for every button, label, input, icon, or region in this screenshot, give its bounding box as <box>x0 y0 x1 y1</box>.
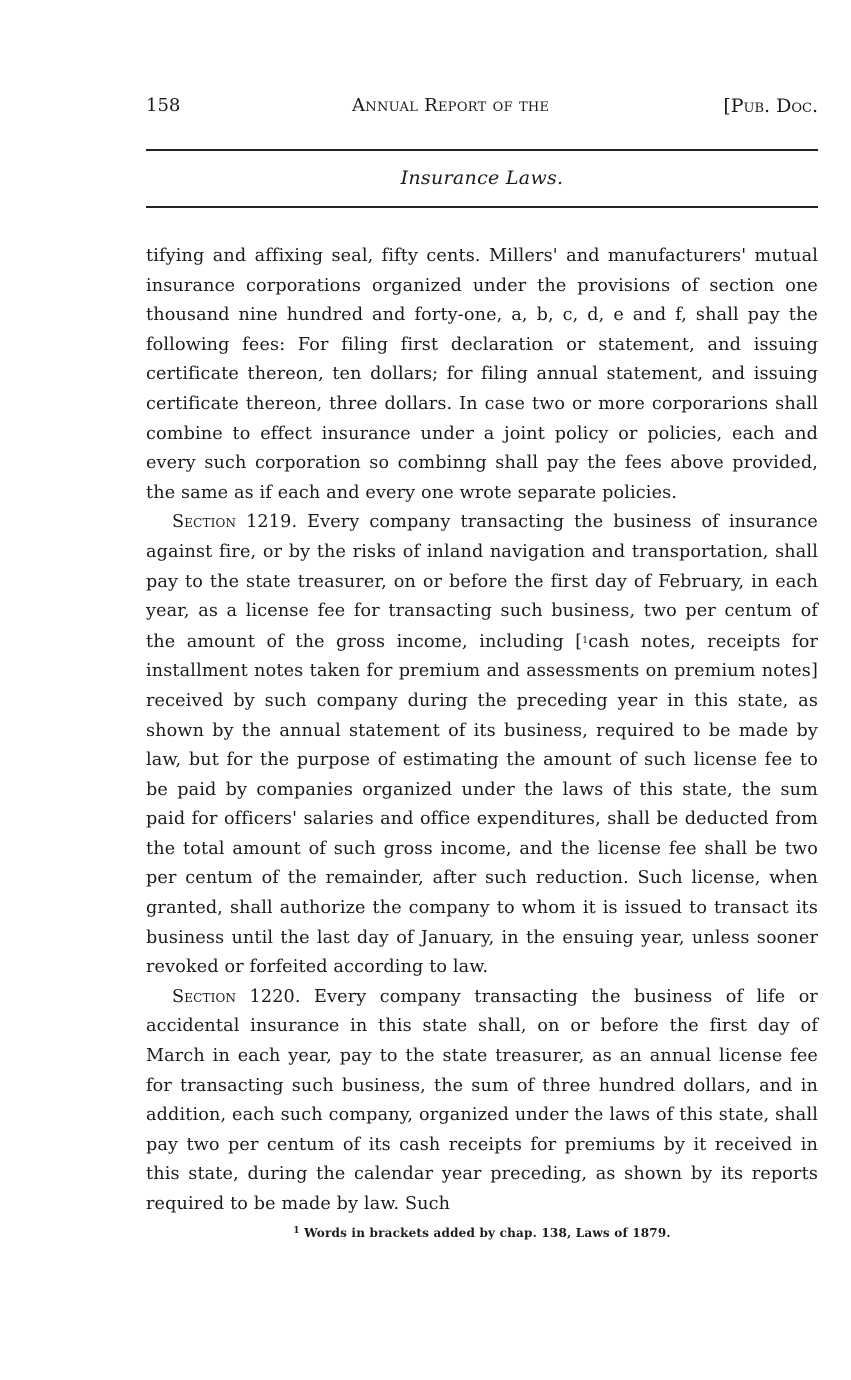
paragraph-section-1220 <box>146 983 818 1220</box>
running-title: Annual Report of the <box>352 95 550 116</box>
paragraph-continuation: tifying and affixing seal, fifty cents. Millers' and manufacturers' mutual insurance corporations organized under the provisions of section one thousand nine hundred and forty-one, a, b, c, d, e and f, shall pay the following fees: For filing first declaration or statement, and issuing certificate thereon, ten dollars; for filing annual statement, and issuing certificate thereon, three dollars. In case two or more corporarions shall combine to effect insurance under a joint policy or policies, each and every such corporation so combinng shall pay the fees above provided, the same as if each and every one wrote separate policies. <box>146 246 818 503</box>
section-1219-text-b: cash notes, receipts for installment notes taken for premium and assessments on premium notes] received by such company during the preceding year in this state, as shown by the annual statement of its business, required to be made by law, but for the purpose of estimating the amount of such license fee to be paid by companies organized under the laws of this state, the sum paid for officers' salaries and office expenditures, shall be deducted from the total amount of such gross income, and the license fee shall be two per centum of the remainder, after such reduction. Such license, when granted, shall authorize the company to whom it is issued to transact its business until the last day of January, in the ensuing year, unless sooner revoked or forfeited according to law. <box>146 631 818 978</box>
footnote-text: Words in brackets added by chap. 138, Laws of 1879. <box>299 1225 671 1240</box>
body-text <box>146 242 818 1220</box>
footnote-reference: 1 <box>582 635 589 646</box>
page-number: 158 <box>146 95 181 116</box>
footnote-marker: 1 <box>293 1225 300 1236</box>
running-head <box>146 90 818 122</box>
section-1219-text-a: Every company transacting the business of insurance against fire, or by the risks of inland navigation and transportation, shall pay to the state treasurer, on or before the first day of February, in each year, as a license fee for transacting such business, two per centum of the amount of the gross income, including [ <box>146 512 818 652</box>
publication-label: [Pub. Doc. <box>723 95 818 117</box>
section-label-1220: Section 1220. <box>172 986 301 1007</box>
section-title: Insurance Laws. <box>400 167 564 189</box>
header-rule-bottom <box>146 206 818 208</box>
paragraph-section-1219 <box>146 508 818 983</box>
section-1220-text: Every company transacting the business of life or accidental insurance in this state shall, on or before the first day of March in each year, pay to the state treasurer, as an annual license fee for transacting such business, the sum of three hundred dollars, and in addition, each such company, organized under the laws of this state, shall pay two per centum of its cash receipts for premiums by it received in this state, during the calendar year preceding, as shown by its reports required to be made by law. Such <box>146 986 818 1214</box>
section-label-1219: Section 1219. <box>172 512 298 533</box>
footnote <box>146 1222 818 1242</box>
document-page <box>146 90 818 1242</box>
